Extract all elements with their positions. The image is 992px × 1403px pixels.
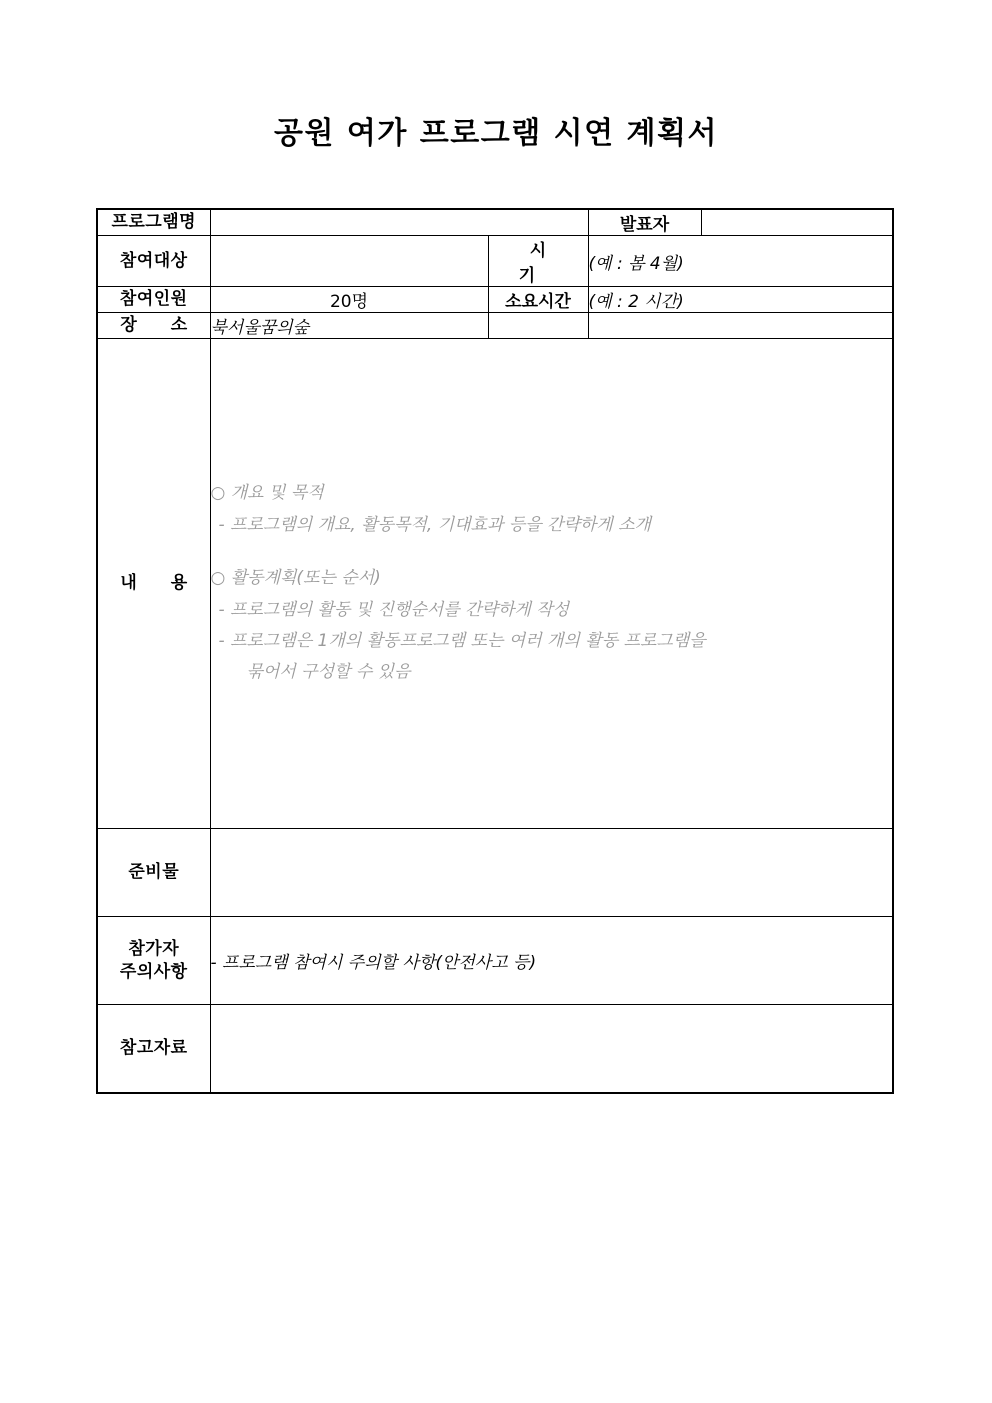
page-title: 공원 여가 프로그램 시연 계획서: [273, 116, 719, 151]
label-place: 장 소: [97, 313, 210, 339]
content-item-plan-2-line1: - 프로그램은 1개의 활동프로그램 또는 여러 개의 활동 프로그램을: [218, 630, 706, 651]
table-row-cautions: [97, 917, 893, 1005]
label-period: 시 기: [488, 236, 588, 287]
field-place-extra-a[interactable]: [488, 313, 588, 339]
label-content: 내 용: [97, 339, 210, 829]
label-cautions-line1: 참가자: [128, 938, 180, 959]
field-presenter[interactable]: [701, 209, 893, 236]
field-duration[interactable]: (예 : 2 시간): [588, 287, 893, 313]
field-target[interactable]: [210, 236, 488, 287]
table-row-references: [97, 1005, 893, 1093]
content-placeholder-text: [211, 478, 893, 689]
content-item-plan-2: [211, 626, 893, 689]
program-plan-table: [96, 208, 894, 1094]
table-row-headcount: [97, 287, 893, 313]
table-row-target: [97, 236, 893, 287]
content-item-overview-1: - 프로그램의 개요, 활동목적, 기대효과 등을 간략하게 소개: [218, 514, 651, 535]
content-heading-overview: ○ 개요 및 목적: [210, 483, 324, 504]
table-row-materials: [97, 829, 893, 917]
label-duration: 소요시간: [488, 287, 588, 313]
label-materials: 준비물: [97, 829, 210, 917]
label-cautions: [97, 917, 210, 1005]
field-cautions[interactable]: - 프로그램 참여시 주의할 사항(안전사고 등): [210, 917, 893, 1005]
label-program-name: 프로그램명: [97, 209, 210, 236]
table-row-content: [97, 339, 893, 829]
field-references[interactable]: [210, 1005, 893, 1093]
content-item-plan-1: - 프로그램의 활동 및 진행순서를 간략하게 작성: [218, 599, 570, 620]
label-target: 참여대상: [97, 236, 210, 287]
content-group-overview: [211, 478, 893, 541]
field-program-name[interactable]: [210, 209, 588, 236]
field-place-extra-b[interactable]: [588, 313, 893, 339]
label-cautions-line2: 주의사항: [119, 961, 188, 982]
field-materials[interactable]: [210, 829, 893, 917]
label-presenter: 발표자: [588, 209, 701, 236]
content-heading-plan: ○ 활동계획(또는 순서): [210, 568, 381, 589]
field-headcount[interactable]: 20명: [210, 287, 488, 313]
content-group-plan: [211, 563, 893, 689]
label-headcount: 참여인원: [97, 287, 210, 313]
field-place[interactable]: 북서울꿈의숲: [210, 313, 488, 339]
field-period[interactable]: (예 : 봄 4월): [588, 236, 893, 287]
table-row-place: [97, 313, 893, 339]
content-item-plan-2-line2: 묶어서 구성할 수 있음: [246, 662, 411, 683]
field-content[interactable]: [210, 339, 893, 829]
table-row-program-name: [97, 209, 893, 236]
label-references: 참고자료: [97, 1005, 210, 1093]
